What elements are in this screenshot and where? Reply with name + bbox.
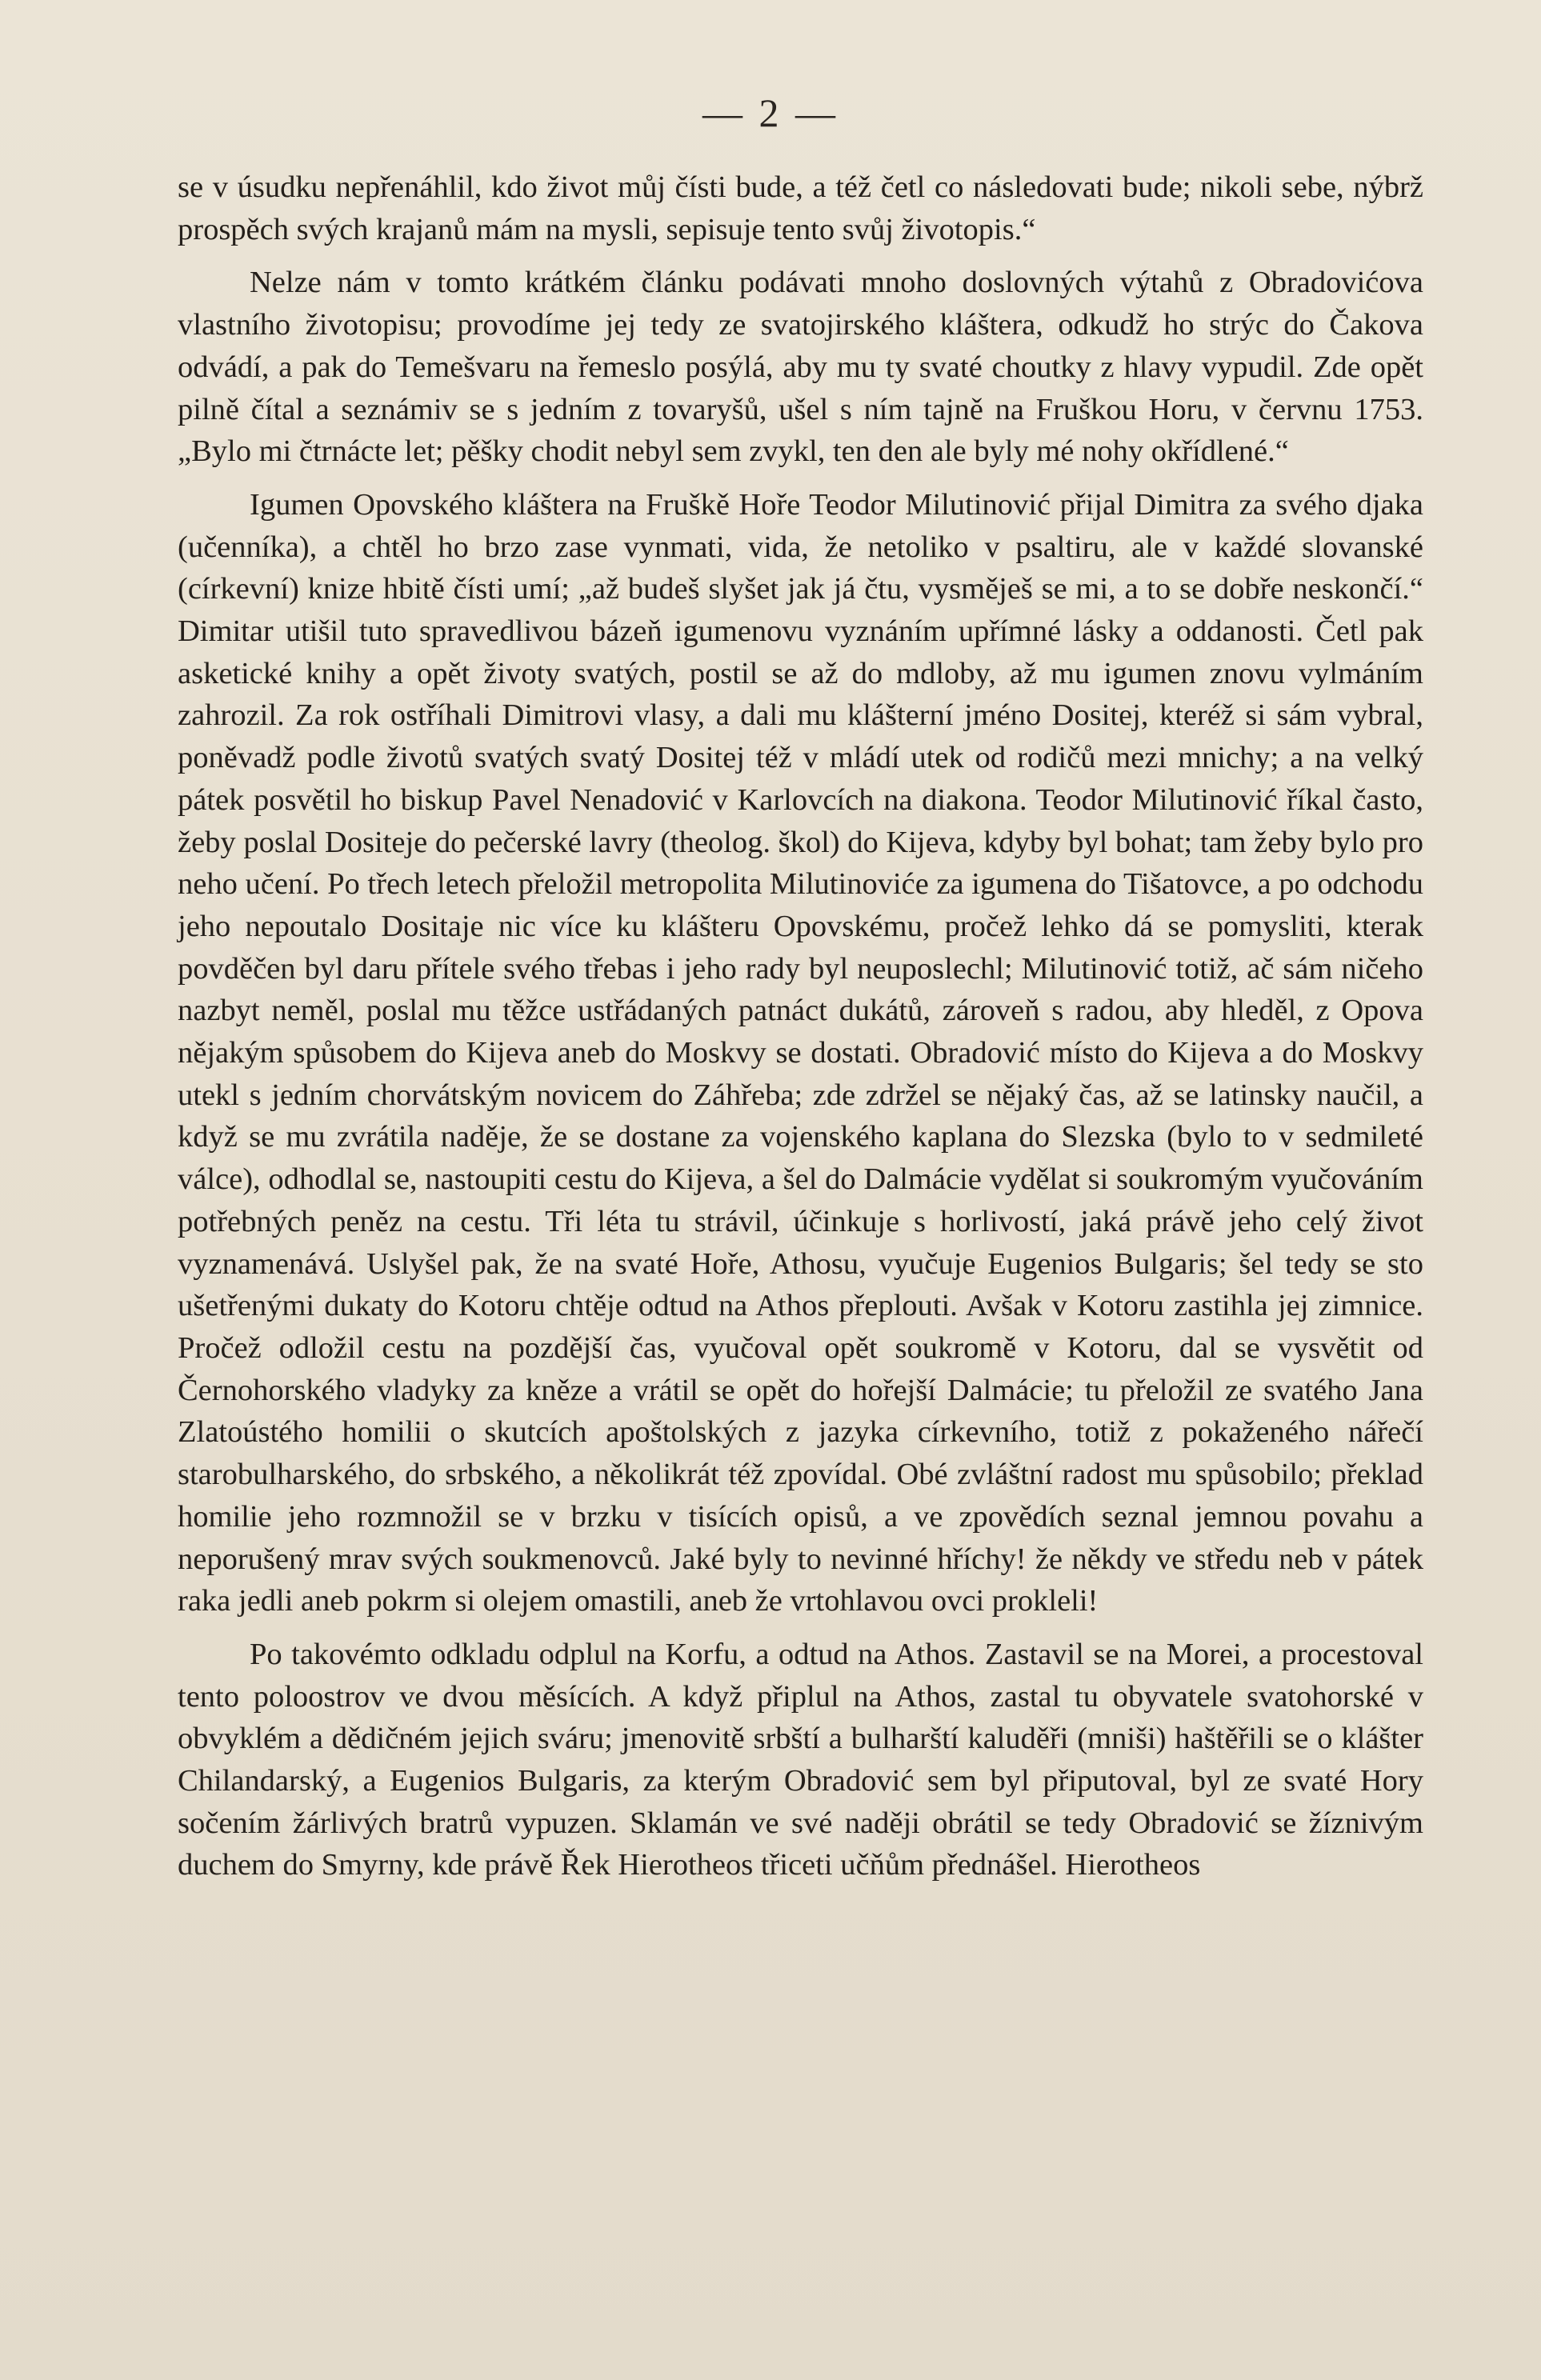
paragraph: Po takovémto odkladu odplul na Korfu, a odtud na Athos. Zastavil se na Morei, a procestoval tento poloostrov ve dvou měsících. A když připlul na Athos, zastal tu obyvatele svatohorské v obvyklém a dědičném jejich sváru; jmenovitě srbští a bulharští kaluděři (mniši) haštěřili se o klášter Chilandarský, a Eugenios Bulgaris, za kterým Obradović sem byl připutoval, byl ze svaté Hory sočením žárlivých bratrů vypuzen. Sklamán ve své naději obrátil se tedy Obradović se žíznivým duchem do Smyrny, kde právě Řek Hierotheos třiceti učňům přednášel. Hierotheos — [178, 1637, 1423, 1882]
paragraph: Igumen Opovského kláštera na Fruškě Hoře Teodor Milutinović přijal Dimitra za svého djaka (učenníka), a chtěl ho brzo zase vynmati, vida, že netoliko v psaltiru, ale v každé slovanské (církevní) knize hbitě čísti umí; „až budeš slyšet jak já čtu, vysměješ se mi, a to se dobře neskončí.“ Dimitar utišil tuto spravedlivou bázeň igumenovu vyznáním upřímné lásky a oddanosti. Četl pak asketické knihy a opět životy svatých, postil se až do mdloby, až mu igumen znovu vylmáním zahrozil. Za rok ostříhali Dimitrovi vlasy, a dali mu klášterní jméno Dositej, kteréž si sám vybral, poněvadž podle životů svatých svatý Dositej též v mládí utek od rodičů mezi mnichy; a na velký pátek posvětil ho biskup Pavel Nenadović v Karlovcích na diakona. Teodor Milutinović říkal často, žeby poslal Dositeje do pečerské lavry (theolog. škol) do Kijeva, kdyby byl bohat; tam žeby bylo pro neho učení. Po třech letech přeložil metropolita Milutinoviće za igumena do Tišatovce, a po odchodu jeho nepoutalo Dositaje nic více ku klášteru Opovskému, pročež lehko dá se pomysliti, kterak povděčen byl daru přítele svého třebas i jeho rady byl neuposlechl; Milutinović totiž, ač sám ničeho nazbyt neměl, poslal mu těžce ustřádaných patnáct dukátů, zároveň s radou, aby hleděl, z Opova nějakým spůsobem do Kijeva aneb do Moskvy se dostati. Obradović místo do Kijeva a do Moskvy utekl s jedním chorvátským novicem do Záhřeba; zde zdržel se nějaký čas, až se latinsky naučil, a když se mu zvrátila naděje, že se dostane za vojenského kaplana do Slezska (bylo to v sedmileté válce), odhodlal se, nastoupiti cestu do Kijeva, a šel do Dalmácie vydělat si soukromým vyučováním potřebných peněz na cestu. Tři léta tu strávil, účinkuje s horlivostí, jaká právě jeho celý život vyznamenává. Uslyšel pak, že na svaté Hoře, Athosu, vyučuje Eugenios Bulgaris; šel tedy se sto ušetřenými dukaty do Kotoru chtěje odtud na Athos přeplouti. Avšak v Kotoru zastihla jej zimnice. Pročež odložil cestu na pozdější čas, vyučoval opět soukromě v Kotoru, dal se vysvětit od Černohorského vladyky za kněze a vrátil se opět do hořejší Dalmácie; tu přeložil ze svatého Jana Zlatoústého homilii o skutcích apoštolských z jazyka církevního, totiž z pokaženého nářečí starobulharského, do srbského, a několikrát též zpovídal. Obé zvláštní radost mu spůsobilo; překlad homilie jeho rozmnožil se v brzku v tisících opisů, a ve zpovědích seznal jemnou povahu a neporušený mrav svých soukmenovců. Jaké byly to nevinné hříchy! že někdy ve středu neb v pátek raka jedli aneb pokrm si olejem omastili, aneb že vrtohlavou ovci prokleli! — [178, 487, 1423, 1618]
paragraph: Nelze nám v tomto krátkém článku podávati mnoho doslovných výtahů z Obradovićova vlastního životopisu; provodíme jej tedy ze svatojirského kláštera, odkudž ho strýc do Čakova odvádí, a pak do Temešvaru na řemeslo posýlá, aby mu ty svaté choutky z hlavy vypudil. Zde opět pilně čítal a seznámiv se s jedním z tovaryšů, ušel s ním tajně na Fruškou Horu, v červnu 1753. „Bylo mi čtrnácte let; pěšky chodit nebyl sem zvykl, ten den ale byly mé nohy okřídlené.“ — [178, 266, 1423, 469]
page-number: — 2 — — [702, 90, 839, 135]
body-text — [178, 166, 1423, 1886]
paragraph-continuation: se v úsudku nepřenáhlil, kdo život můj čísti bude, a též četl co následovati bude; nikoli sebe, nýbrž prospěch svých krajanů mám na mysli, sepisuje tento svůj životopis.“ — [178, 170, 1423, 246]
